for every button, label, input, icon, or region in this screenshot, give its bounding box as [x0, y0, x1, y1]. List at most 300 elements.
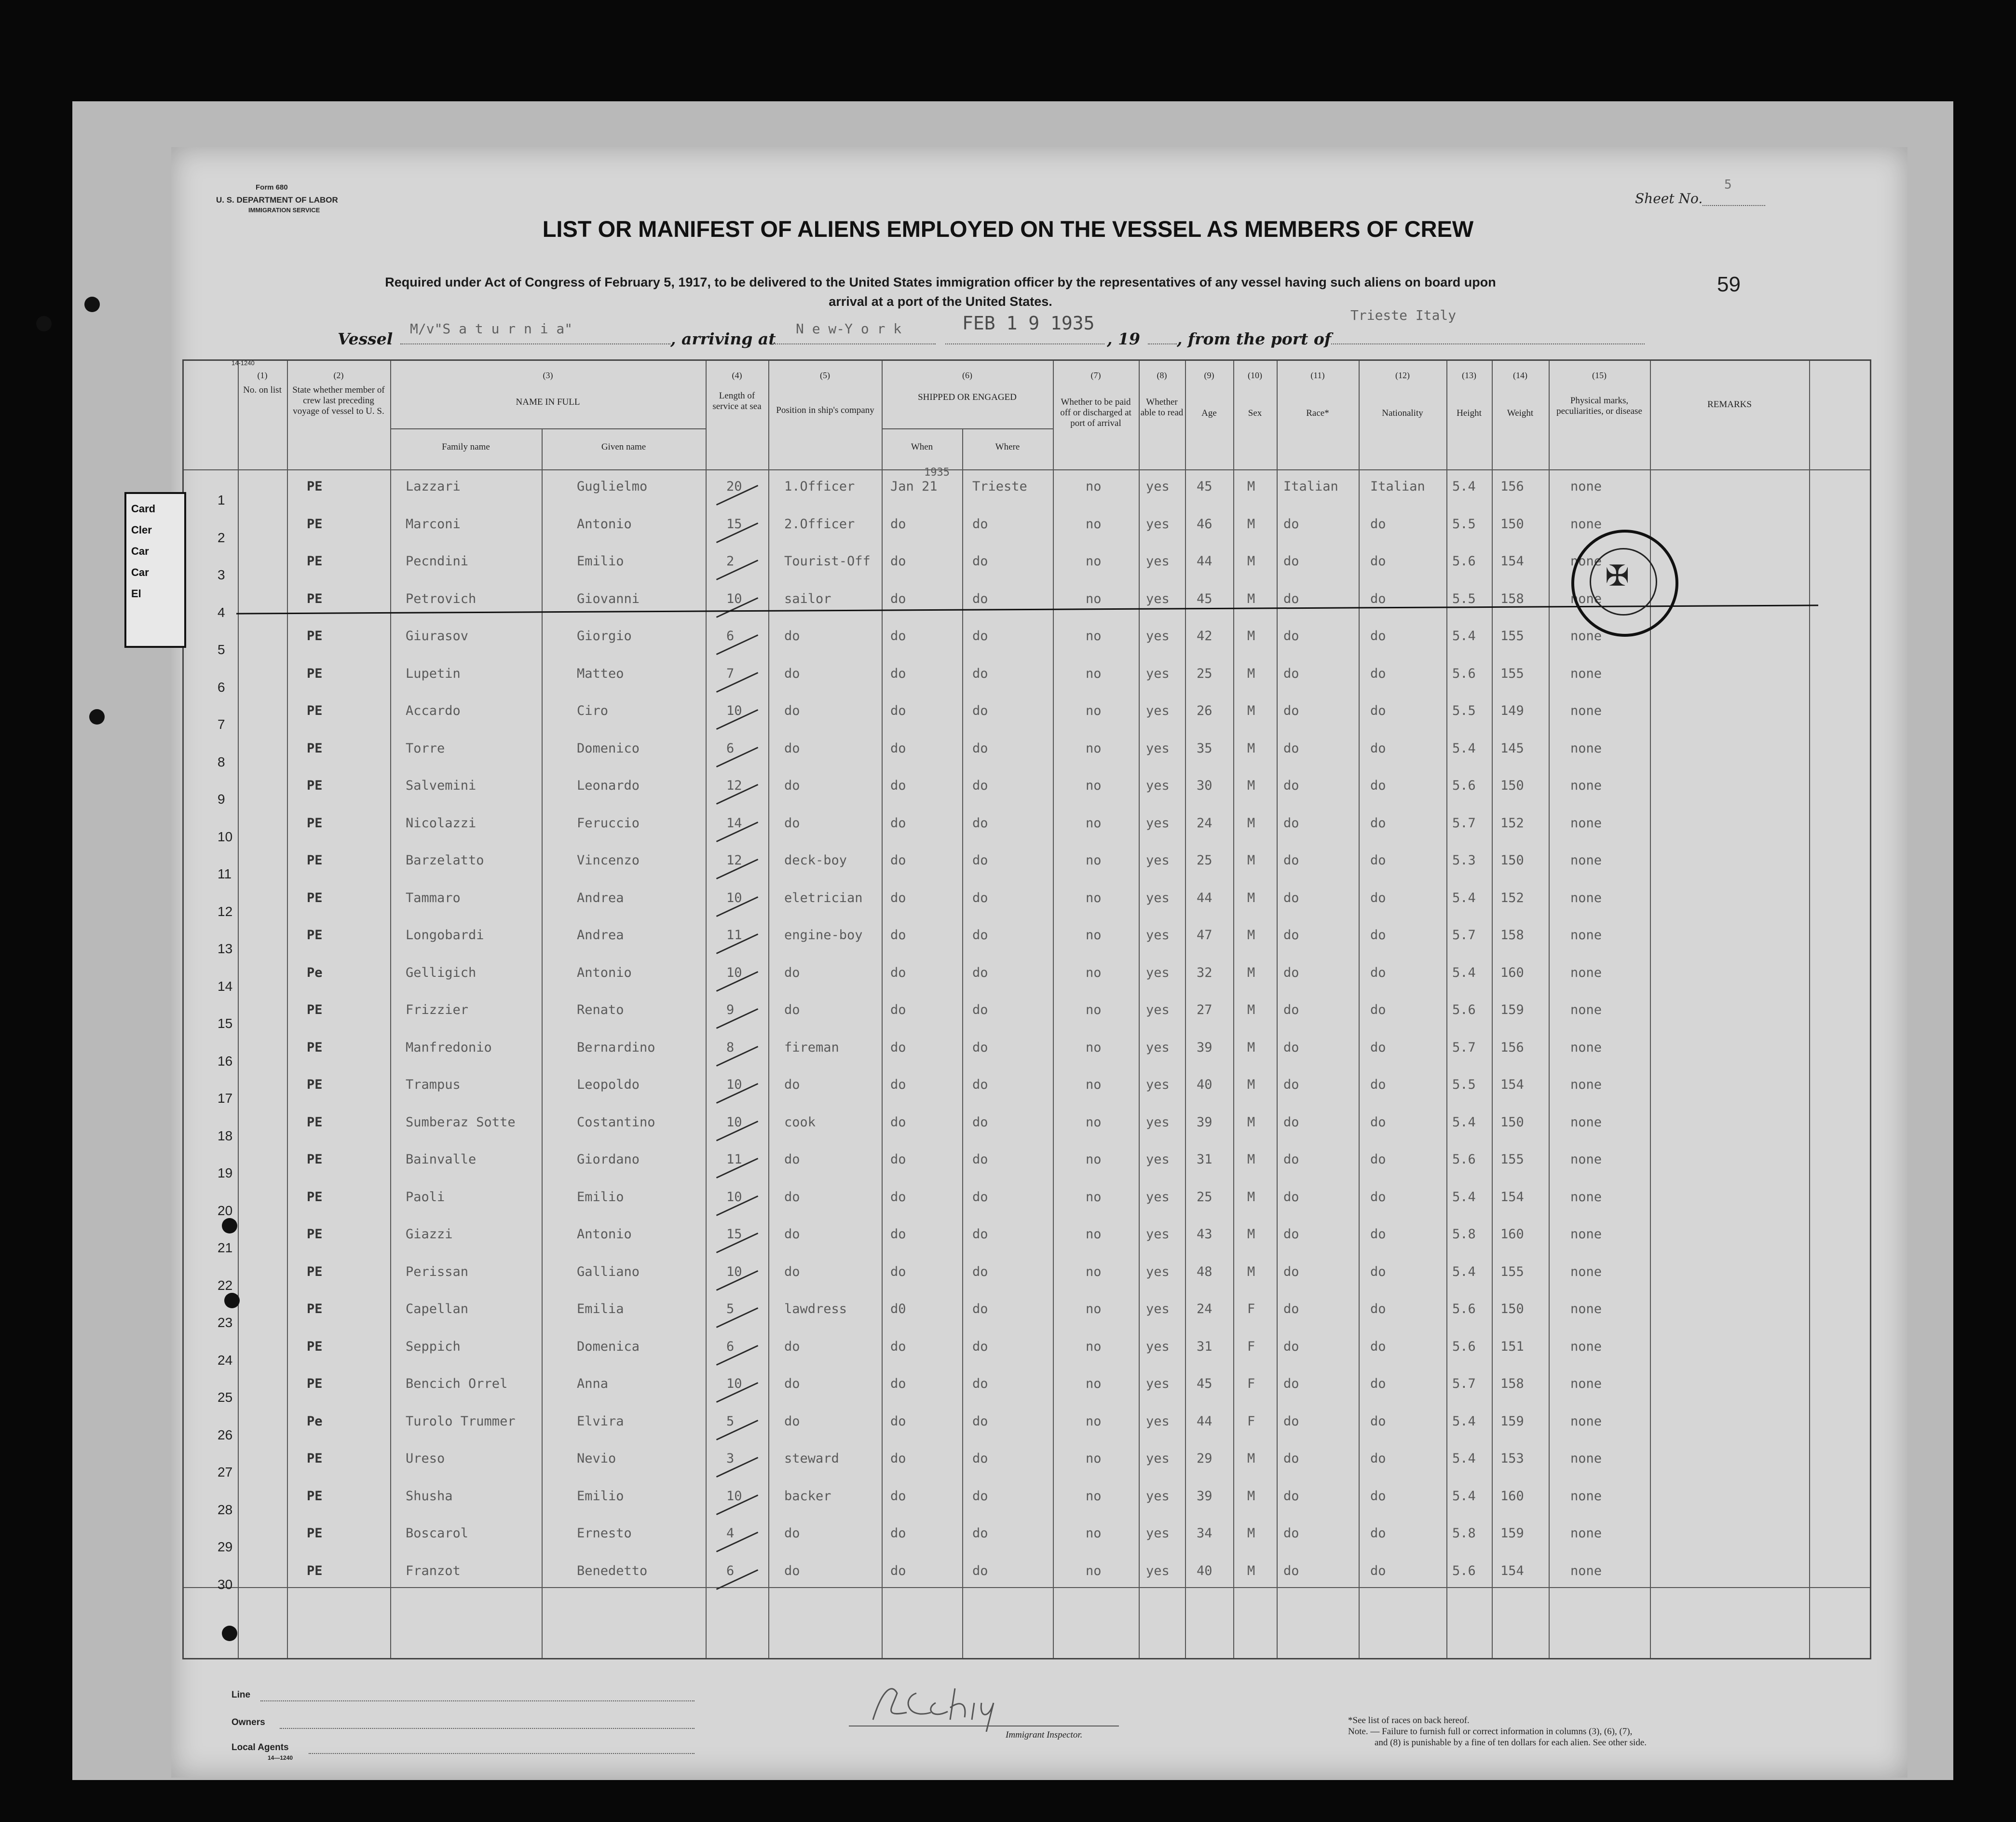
cell-age: 35: [1197, 740, 1212, 756]
table-row: [184, 737, 1872, 776]
cell-nationality: do: [1370, 666, 1386, 681]
cell-age: 45: [1197, 591, 1212, 606]
cell-state: PE: [307, 1114, 323, 1130]
cell-height: 5.7: [1452, 815, 1476, 831]
cell-given: Giovanni: [577, 591, 640, 606]
cell-paid: no: [1086, 591, 1102, 606]
cell-position: backer: [784, 1488, 831, 1504]
row-number: 24: [218, 1352, 233, 1368]
cell-read: yes: [1146, 479, 1170, 494]
row-number: 12: [218, 904, 233, 919]
cell-family: Barzelatto: [406, 853, 484, 868]
cell-read: yes: [1146, 629, 1170, 644]
cell-age: 45: [1197, 479, 1212, 494]
cell-read: yes: [1146, 666, 1170, 681]
table-row: [184, 999, 1872, 1037]
cell-race: do: [1283, 1526, 1299, 1541]
cell-read: yes: [1146, 853, 1170, 868]
arriving-underline: [772, 343, 936, 344]
cell-family: Franzot: [406, 1563, 461, 1578]
cell-where: do: [972, 516, 988, 532]
cell-nationality: do: [1370, 554, 1386, 569]
cell-when: do: [890, 1376, 906, 1391]
table-row: [184, 924, 1872, 962]
cell-weight: 158: [1500, 591, 1524, 606]
cell-race: do: [1283, 554, 1299, 569]
cell-sex: M: [1247, 1189, 1255, 1205]
cell-service: 3: [726, 1451, 735, 1466]
cell-sex: M: [1247, 1264, 1255, 1279]
cell-marks: none: [1570, 1339, 1602, 1354]
page-title: LIST OR MANIFEST OF ALIENS EMPLOYED ON THE VESSEL AS MEMBERS OF CREW: [542, 216, 1474, 242]
cell-marks: none: [1570, 1526, 1602, 1541]
cell-nationality: do: [1370, 740, 1386, 756]
cell-weight: 150: [1500, 516, 1524, 532]
cell-where: do: [972, 1301, 988, 1316]
card-label: El: [131, 588, 141, 600]
cell-paid: no: [1086, 1264, 1102, 1279]
cell-service: 9: [726, 1002, 735, 1017]
cell-nationality: do: [1370, 1413, 1386, 1429]
cell-state: PE: [307, 890, 323, 905]
fine-note-1: Note. — Failure to furnish full or correct information in columns (3), (6), (7),: [1348, 1726, 1633, 1737]
cell-position: do: [784, 1002, 800, 1017]
cell-marks: none: [1570, 1189, 1602, 1205]
cell-service: 6: [726, 740, 735, 756]
cell-race: do: [1283, 1264, 1299, 1279]
row-number: 7: [218, 717, 225, 732]
cell-sex: F: [1247, 1376, 1255, 1391]
cell-family: Sumberaz Sotte: [406, 1114, 516, 1130]
cell-weight: 160: [1500, 1488, 1524, 1504]
cell-given: Giordano: [577, 1152, 640, 1167]
cell-position: do: [784, 1189, 800, 1205]
cell-where: do: [972, 1002, 988, 1017]
service-name: IMMIGRATION SERVICE: [248, 206, 320, 214]
cell-marks: none: [1570, 778, 1602, 793]
table-row: [184, 466, 1872, 514]
cell-given: Ernesto: [577, 1526, 632, 1541]
cell-state: PE: [307, 629, 323, 644]
row-number: 17: [218, 1091, 233, 1106]
cell-marks: none: [1570, 928, 1602, 943]
cell-marks: none: [1570, 1451, 1602, 1466]
cell-position: engine-boy: [784, 928, 863, 943]
cell-service: 12: [726, 853, 742, 868]
cell-race: do: [1283, 1563, 1299, 1578]
cell-given: Galliano: [577, 1264, 640, 1279]
cell-sex: M: [1247, 554, 1255, 569]
form-number: Form 680: [256, 183, 288, 192]
cell-state: PE: [307, 1339, 323, 1354]
cell-marks: none: [1570, 1264, 1602, 1279]
agents-code: 14—1240: [268, 1754, 293, 1761]
cell-sex: M: [1247, 1227, 1255, 1242]
cell-state: PE: [307, 1563, 323, 1578]
cell-state: PE: [307, 853, 323, 868]
consulate-seal-stamp: [1571, 530, 1678, 637]
cell-height: 5.4: [1452, 890, 1476, 905]
cell-family: Nicolazzi: [406, 815, 477, 831]
cell-family: Gelligich: [406, 965, 477, 980]
cell-marks: none: [1570, 965, 1602, 980]
col6-number: (6): [962, 370, 972, 380]
row-number: 13: [218, 941, 233, 956]
cell-race: do: [1283, 815, 1299, 831]
cell-paid: no: [1086, 516, 1102, 532]
header-divider: [184, 469, 1870, 470]
cell-nationality: do: [1370, 965, 1386, 980]
cell-sex: M: [1247, 890, 1255, 905]
department-name: U. S. DEPARTMENT OF LABOR: [216, 195, 338, 205]
cell-state: PE: [307, 1526, 323, 1541]
table-row: [184, 1410, 1872, 1449]
cell-age: 29: [1197, 1451, 1212, 1466]
cell-sex: F: [1247, 1339, 1255, 1354]
cell-sex: M: [1247, 629, 1255, 644]
table-row: [184, 961, 1872, 1000]
col9-number: (9): [1204, 370, 1214, 380]
cell-when-note: 1935: [924, 466, 950, 479]
cell-when: do: [890, 1152, 906, 1167]
cell-when: do: [890, 853, 906, 868]
cell-service: 2: [726, 554, 735, 569]
cell-race: do: [1283, 516, 1299, 532]
cell-paid: no: [1086, 928, 1102, 943]
cell-when: do: [890, 815, 906, 831]
cell-nationality: do: [1370, 1376, 1386, 1391]
cell-sex: M: [1247, 516, 1255, 532]
cell-weight: 152: [1500, 815, 1524, 831]
cell-weight: 155: [1500, 1264, 1524, 1279]
cell-where: do: [972, 1376, 988, 1391]
table-row: [184, 1073, 1872, 1112]
where-header: Where: [995, 442, 1020, 452]
cell-read: yes: [1146, 554, 1170, 569]
cell-paid: no: [1086, 1227, 1102, 1242]
cell-read: yes: [1146, 703, 1170, 718]
cell-age: 46: [1197, 516, 1212, 532]
cell-read: yes: [1146, 740, 1170, 756]
cell-when: do: [890, 1413, 906, 1429]
cell-service: 6: [726, 629, 735, 644]
cell-where: do: [972, 666, 988, 681]
cell-nationality: do: [1370, 1040, 1386, 1055]
table-row: [184, 699, 1872, 738]
cell-position: do: [784, 1526, 800, 1541]
cell-given: Antonio: [577, 965, 632, 980]
col2-number: (2): [333, 370, 344, 380]
cell-position: do: [784, 703, 800, 718]
binder-hole-icon: [36, 316, 52, 331]
card-label: Car: [131, 566, 149, 578]
cell-height: 5.6: [1452, 1152, 1476, 1167]
cell-age: 47: [1197, 928, 1212, 943]
cell-family: Torre: [406, 740, 445, 756]
cell-service: 5: [726, 1301, 735, 1316]
col13-number: (13): [1462, 370, 1476, 380]
sheet-value: 5: [1724, 178, 1732, 192]
cell-race: do: [1283, 853, 1299, 868]
cell-marks: none: [1570, 1227, 1602, 1242]
cell-height: 5.4: [1452, 965, 1476, 980]
cell-position: do: [784, 778, 800, 793]
year-underline: [1148, 343, 1177, 344]
cell-height: 5.4: [1452, 740, 1476, 756]
service-checkmark: [716, 1008, 758, 1029]
cell-marks: none: [1570, 890, 1602, 905]
cell-height: 5.7: [1452, 1376, 1476, 1391]
cell-when: Jan 21: [890, 479, 938, 494]
row-number: 18: [218, 1128, 233, 1143]
binder-hole-icon: [224, 1293, 240, 1308]
cell-nationality: do: [1370, 591, 1386, 606]
cell-age: 48: [1197, 1264, 1212, 1279]
cell-sex: M: [1247, 479, 1255, 494]
cell-age: 34: [1197, 1526, 1212, 1541]
cell-paid: no: [1086, 1451, 1102, 1466]
col10-header: Sex: [1248, 408, 1262, 418]
given-name-header: Given name: [601, 442, 646, 452]
cell-family: Bencich Orrel: [406, 1376, 508, 1391]
cell-when: do: [890, 591, 906, 606]
cell-position: do: [784, 1563, 800, 1578]
cell-sex: M: [1247, 1152, 1255, 1167]
cell-height: 5.4: [1452, 1189, 1476, 1205]
cell-given: Renato: [577, 1002, 624, 1017]
col7-number: (7): [1090, 370, 1101, 380]
row-number: 29: [218, 1539, 233, 1554]
cell-race: do: [1283, 1152, 1299, 1167]
cell-age: 26: [1197, 703, 1212, 718]
cell-height: 5.8: [1452, 1227, 1476, 1242]
cell-height: 5.5: [1452, 516, 1476, 532]
cell-race: do: [1283, 778, 1299, 793]
cell-service: 6: [726, 1563, 735, 1578]
cell-weight: 159: [1500, 1002, 1524, 1017]
cell-read: yes: [1146, 928, 1170, 943]
service-checkmark: [716, 747, 758, 767]
cell-given: Guglielmo: [577, 479, 648, 494]
cell-age: 24: [1197, 815, 1212, 831]
cell-marks: none: [1570, 853, 1602, 868]
cell-nationality: do: [1370, 1339, 1386, 1354]
col3-header: NAME IN FULL: [516, 397, 580, 407]
col10-number: (10): [1248, 370, 1262, 380]
cell-where: do: [972, 1114, 988, 1130]
cell-marks: none: [1570, 1413, 1602, 1429]
eagle-icon: ✠: [1605, 559, 1630, 593]
row-number: 6: [218, 679, 225, 695]
cell-when: do: [890, 1563, 906, 1578]
cell-given: Costantino: [577, 1114, 655, 1130]
cell-given: Andrea: [577, 890, 624, 905]
cell-sex: M: [1247, 1526, 1255, 1541]
cell-sex: M: [1247, 965, 1255, 980]
cell-nationality: do: [1370, 1077, 1386, 1092]
cell-when: do: [890, 965, 906, 980]
cell-position: do: [784, 1376, 800, 1391]
cell-read: yes: [1146, 1114, 1170, 1130]
cell-nationality: do: [1370, 1526, 1386, 1541]
vessel-value: M/v"S a t u r n i a": [410, 321, 573, 337]
cell-age: 31: [1197, 1152, 1212, 1167]
cell-paid: no: [1086, 1413, 1102, 1429]
cell-given: Domenica: [577, 1339, 640, 1354]
cell-marks: none: [1570, 591, 1602, 606]
service-checkmark: [716, 1307, 758, 1328]
cell-weight: 154: [1500, 1563, 1524, 1578]
cell-where: do: [972, 554, 988, 569]
cell-height: 5.5: [1452, 703, 1476, 718]
cell-family: Pecndini: [406, 554, 469, 569]
cell-service: 10: [726, 890, 742, 905]
cell-service: 10: [726, 591, 742, 606]
shipped-subheader-divider: [882, 428, 1053, 429]
line-label: Line: [232, 1690, 251, 1700]
cell-weight: 153: [1500, 1451, 1524, 1466]
table-row: [184, 1372, 1872, 1411]
cell-family: Trampus: [406, 1077, 461, 1092]
cell-when: do: [890, 1227, 906, 1242]
cell-marks: none: [1570, 740, 1602, 756]
cell-position: eletrician: [784, 890, 863, 905]
remarks-header: REMARKS: [1707, 399, 1752, 410]
cell-race: do: [1283, 1339, 1299, 1354]
card-label: Cler: [131, 524, 152, 536]
cell-position: do: [784, 666, 800, 681]
cell-position: do: [784, 1413, 800, 1429]
cell-nationality: do: [1370, 853, 1386, 868]
cell-state: PE: [307, 516, 323, 532]
cell-position: do: [784, 965, 800, 980]
cell-where: do: [972, 1264, 988, 1279]
cell-sex: M: [1247, 1040, 1255, 1055]
cell-sex: M: [1247, 703, 1255, 718]
cell-read: yes: [1146, 1376, 1170, 1391]
cell-age: 25: [1197, 1189, 1212, 1205]
cell-when: do: [890, 778, 906, 793]
cell-marks: none: [1570, 703, 1602, 718]
cell-race: do: [1283, 965, 1299, 980]
cell-family: Salvemini: [406, 778, 477, 793]
cell-where: do: [972, 1526, 988, 1541]
owners-underline: [280, 1728, 695, 1729]
cell-service: 15: [726, 516, 742, 532]
row-number: 14: [218, 978, 233, 994]
cell-weight: 154: [1500, 1077, 1524, 1092]
cell-position: do: [784, 1264, 800, 1279]
cell-family: Lupetin: [406, 666, 461, 681]
service-checkmark: [716, 1345, 758, 1366]
service-checkmark: [716, 1457, 758, 1478]
cell-nationality: do: [1370, 1488, 1386, 1504]
cell-when: do: [890, 1114, 906, 1130]
cell-paid: no: [1086, 479, 1102, 494]
cell-service: 10: [726, 1488, 742, 1504]
arriving-label: , arriving at: [670, 329, 776, 348]
cell-where: do: [972, 1077, 988, 1092]
cell-race: do: [1283, 928, 1299, 943]
cell-weight: 155: [1500, 666, 1524, 681]
cell-race: do: [1283, 1002, 1299, 1017]
cell-paid: no: [1086, 1040, 1102, 1055]
cell-state: PE: [307, 591, 323, 606]
cell-race: do: [1283, 629, 1299, 644]
cell-race: do: [1283, 1189, 1299, 1205]
cell-age: 39: [1197, 1040, 1212, 1055]
col11-header: Race*: [1306, 408, 1329, 418]
cell-service: 10: [726, 1376, 742, 1391]
cell-paid: no: [1086, 629, 1102, 644]
row-number: 28: [218, 1502, 233, 1517]
cell-height: 5.7: [1452, 928, 1476, 943]
cell-family: Bainvalle: [406, 1152, 477, 1167]
table-row: [184, 1522, 1872, 1561]
cell-weight: 158: [1500, 928, 1524, 943]
cell-family: Shusha: [406, 1488, 453, 1504]
cell-paid: no: [1086, 1114, 1102, 1130]
race-note: *See list of races on back hereof.: [1348, 1715, 1470, 1726]
cell-weight: 159: [1500, 1413, 1524, 1429]
cell-sex: M: [1247, 1077, 1255, 1092]
cell-weight: 156: [1500, 479, 1524, 494]
cell-position: lawdress: [784, 1301, 847, 1316]
cell-paid: no: [1086, 1376, 1102, 1391]
cell-height: 5.6: [1452, 1301, 1476, 1316]
cell-race: do: [1283, 703, 1299, 718]
cell-family: Longobardi: [406, 928, 484, 943]
cell-service: 11: [726, 928, 742, 943]
cell-state: PE: [307, 1488, 323, 1504]
cell-state: PE: [307, 1002, 323, 1017]
cell-nationality: Italian: [1370, 479, 1425, 494]
cell-where: do: [972, 928, 988, 943]
cell-race: do: [1283, 591, 1299, 606]
cell-sex: M: [1247, 1002, 1255, 1017]
agents-underline: [309, 1753, 695, 1754]
date-underline: [945, 343, 1104, 344]
cell-family: Manfredonio: [406, 1040, 492, 1055]
cell-where: do: [972, 1563, 988, 1578]
form-code: 14-1240: [232, 359, 255, 367]
cell-weight: 155: [1500, 629, 1524, 644]
table-row: [184, 1186, 1872, 1224]
cell-weight: 156: [1500, 1040, 1524, 1055]
cell-weight: 155: [1500, 1152, 1524, 1167]
cell-nationality: do: [1370, 1114, 1386, 1130]
cell-paid: no: [1086, 853, 1102, 868]
fine-note-2: and (8) is punishable by a fine of ten dollars for each alien. See other side.: [1375, 1738, 1647, 1748]
cell-given: Emilio: [577, 1488, 624, 1504]
cell-when: do: [890, 1488, 906, 1504]
cell-marks: none: [1570, 1002, 1602, 1017]
col5-number: (5): [820, 370, 830, 380]
service-checkmark: [716, 1569, 758, 1590]
cell-weight: 152: [1500, 890, 1524, 905]
cell-family: Giurasov: [406, 629, 469, 644]
cell-position: steward: [784, 1451, 839, 1466]
table-row: [184, 1485, 1872, 1523]
cell-position: do: [784, 1227, 800, 1242]
cell-paid: no: [1086, 1339, 1102, 1354]
row-number: 19: [218, 1165, 233, 1180]
agents-label: Local Agents: [232, 1742, 289, 1753]
table-row: [184, 812, 1872, 850]
cell-nationality: do: [1370, 629, 1386, 644]
cell-age: 40: [1197, 1563, 1212, 1578]
row-number: 15: [218, 1016, 233, 1031]
